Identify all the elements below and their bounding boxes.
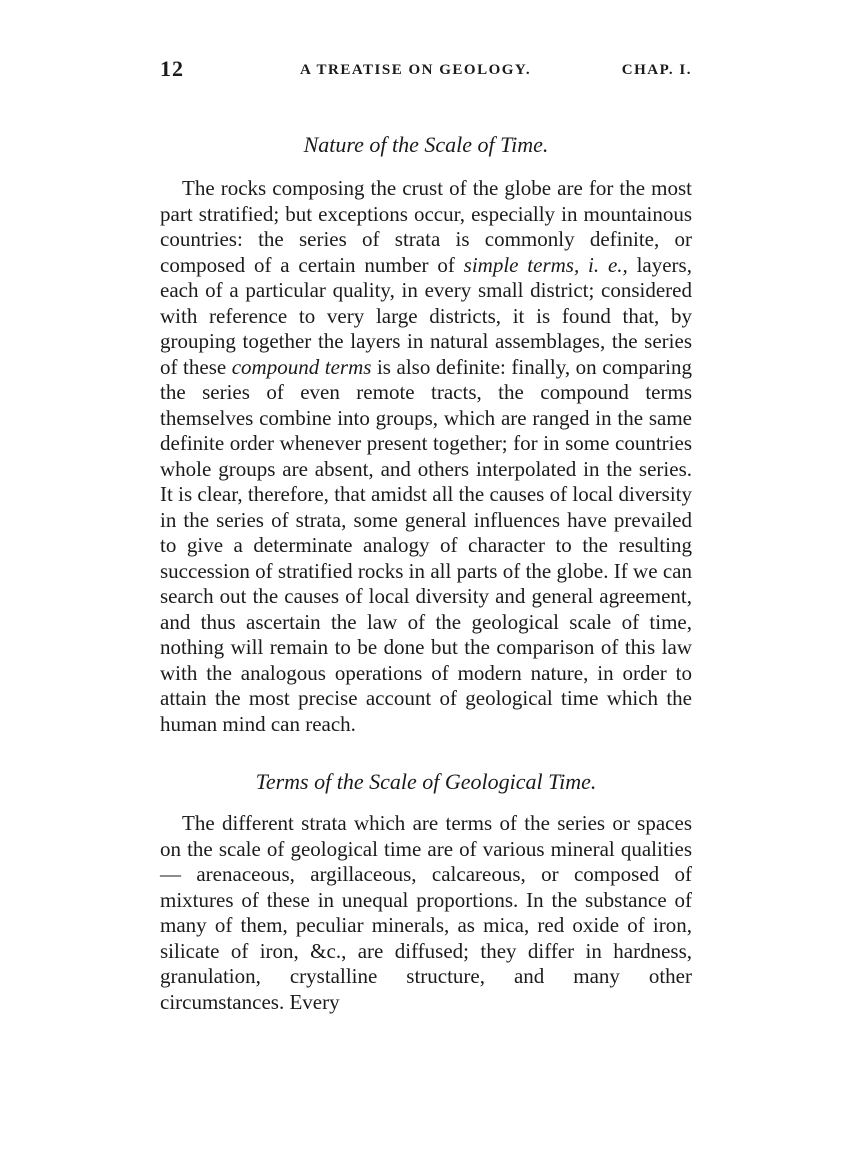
section-heading-nature-of-scale: Nature of the Scale of Time. [303,132,549,157]
paragraph-terms-of-scale: The different strata which are terms of the series or spaces on the scale of geological time are of various mineral qualities — arenaceous, argillaceous, calcareous, or composed of mixtures of these in unequal proportions. In the substance of many of them, peculiar minerals, as mica, red oxide of iron, silicate of iron, &c., are diffused; they differ in hardness, granulation, crystalline structure, and many other circumstances. Every [160,811,692,1014]
paragraph-text: layers, each of a particular quality, in every small district; considered with reference to very large districts, it is found that, by grouping together the layers in natural assemblages, the series of these [160,252,692,379]
book-page [160,56,692,1015]
book-title: A TREATISE ON GEOLOGY. [300,62,532,78]
running-head [160,56,692,90]
emphasis-compound-terms: compound terms [231,354,372,379]
emphasis-simple-terms: simple terms, i. e., [463,252,628,277]
paragraph-text: The rocks composing the crust of the globe are for the most part stratified; but exceptions occur, especially in mountainous countries: the series of strata is commonly definite, or composed of a certain number of [160,176,692,277]
section-heading-terms-of-scale: Terms of the Scale of Geological Time. [255,769,597,794]
paragraph-text: is also definite: finally, on comparing the series of even remote tracts, the compound terms themselves combine into groups, which are ranged in the same definite order whenever present together; for in some countries whole groups are absent, and others interpolated in the series. It is clear, therefore, that amidst all the causes of local diversity in the series of strata, some general influences have prevailed to give a determinate analogy of character to the resulting succession of stratified rocks in all parts of the globe. If we can search out the causes of local diversity and general agreement, and thus ascertain the law of the geological scale of time, nothing will remain to be done but the comparison of this law with the analogous operations of modern nature, in order to attain the most precise account of geological time which the human mind can reach. [160,354,692,736]
page-number: 12 [160,56,184,81]
paragraph-nature-of-scale [160,176,692,737]
chapter-mark: CHAP. I. [621,62,692,78]
